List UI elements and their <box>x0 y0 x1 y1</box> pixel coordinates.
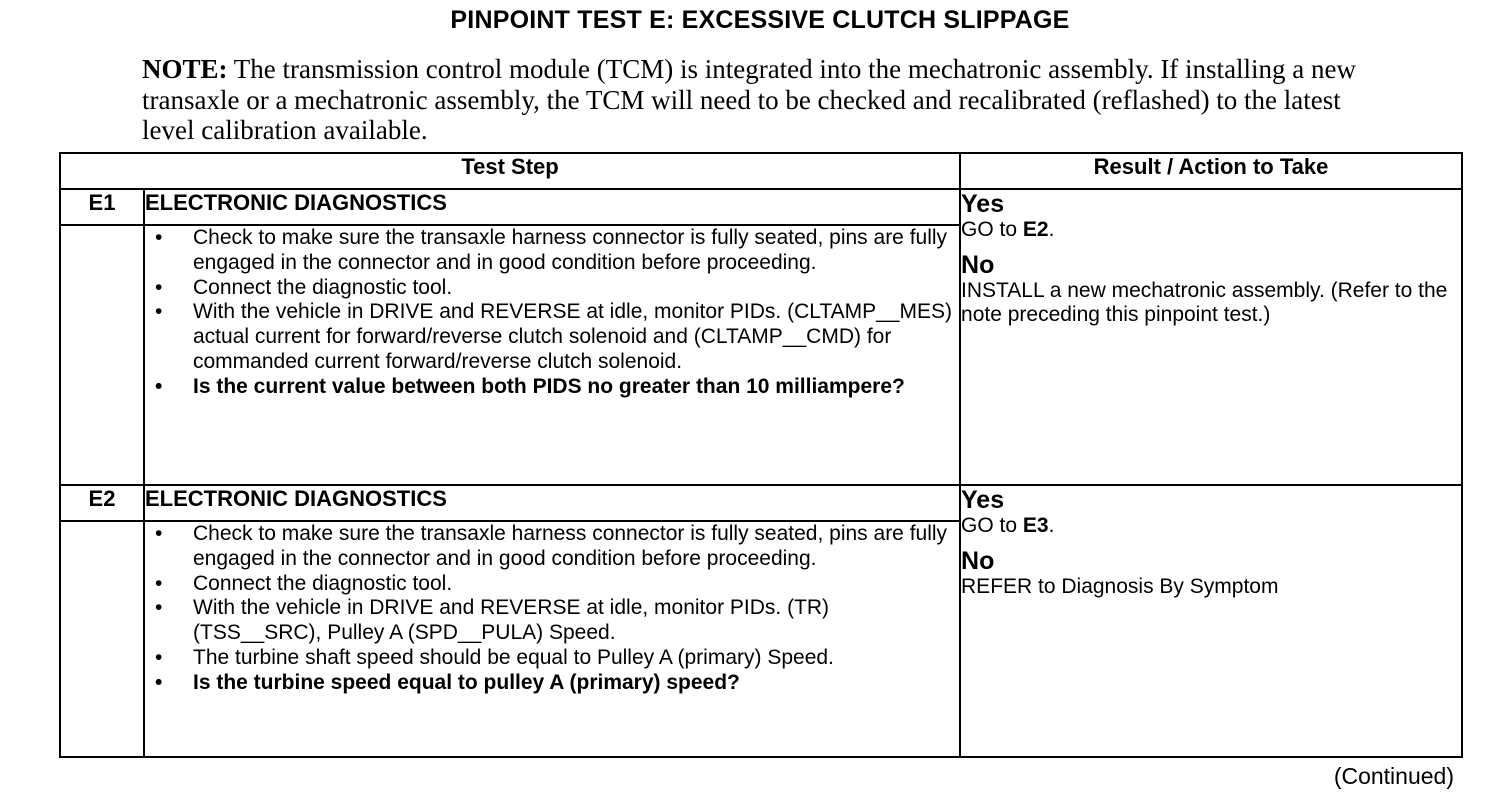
list-item: • Connect the diagnostic tool. <box>155 571 453 595</box>
page-title: PINPOINT TEST E: EXCESSIVE CLUTCH SLIPPAGE <box>450 6 1070 34</box>
step-e2-title-row <box>60 485 1462 521</box>
note-text: The transmission control module (TCM) is integrated into the mechatronic assembly. If installing a new transaxle or a mechatronic assembly, the TCM will need to be checked and recalibrated (reflashed) to the latest level calibration available. <box>142 54 1357 145</box>
step-e1-yes-label: Yes <box>961 190 1005 218</box>
step-e2-question: • Is the turbine speed equal to pulley A (primary) speed? <box>155 670 740 694</box>
step-e1-id: E1 <box>60 189 144 225</box>
step-e2-yes-prefix: GO to <box>961 514 1023 537</box>
step-e1-yes-target: E2 <box>1022 218 1049 241</box>
list-item: • Check to make sure the transaxle harness connector is fully seated, pins are fully engaged in the connector and in good condition before proceeding. <box>155 226 948 274</box>
list-item: • With the vehicle in DRIVE and REVERSE at idle, monitor PIDs. (CLTAMP__MES) actual current for forward/reverse clutch solenoid and (CLTAMP__CMD) for commanded current forward/reverse clutch solenoid. <box>155 300 952 373</box>
step-e2-yes-target: E3 <box>1022 514 1049 537</box>
step-e1-id-blank <box>60 225 144 485</box>
step-e1-result <box>960 189 1462 485</box>
list-item: • The turbine shaft speed should be equal to Pulley A (primary) Speed. <box>155 645 834 669</box>
continued-label: (Continued) <box>1333 763 1454 789</box>
list-item: • With the vehicle in DRIVE and REVERSE at idle, monitor PIDs. (TR) (TSS__SRC), Pulley A (SPD__PULA) Speed. <box>155 596 830 645</box>
step-e2-yes-label: Yes <box>961 486 1005 514</box>
pinpoint-test-table <box>59 152 1463 758</box>
header-result-action: Result / Action to Take <box>960 153 1462 189</box>
step-e2-no-action: REFER to Diagnosis By Symptom <box>961 574 1279 598</box>
step-e2-title: ELECTRONIC DIAGNOSTICS <box>144 485 960 521</box>
list-item: • Connect the diagnostic tool. <box>155 275 453 299</box>
list-item: • Check to make sure the transaxle harness connector is fully seated, pins are fully engaged in the connector and in good condition before proceeding. <box>155 522 948 570</box>
step-e1-yes-action <box>961 218 1461 243</box>
step-e2-result <box>960 485 1462 757</box>
table-header-row <box>60 153 1462 189</box>
header-test-step: Test Step <box>60 153 960 189</box>
step-e1-title: ELECTRONIC DIAGNOSTICS <box>144 189 960 225</box>
step-e1-steps <box>144 225 960 485</box>
step-e2-id-blank <box>60 521 144 757</box>
step-e1-no-action: INSTALL a new mechatronic assembly. (Refer to the note preceding this pinpoint test.) <box>961 278 1448 326</box>
step-e1-yes-suffix: . <box>1048 218 1055 241</box>
step-e1-title-row <box>60 189 1462 225</box>
step-e2-id: E2 <box>60 485 144 521</box>
step-e1-no-label: No <box>961 250 995 279</box>
note-label: NOTE: <box>142 54 228 84</box>
step-e1-question: • Is the current value between both PIDS no greater than 10 milliampere? <box>155 374 905 398</box>
step-e2-steps <box>144 521 960 757</box>
step-e1-yes-prefix: GO to <box>961 218 1023 241</box>
step-e2-yes-suffix: . <box>1048 514 1055 537</box>
step-e2-no-label: No <box>961 546 995 575</box>
step-e2-yes-action <box>961 514 1461 539</box>
note-paragraph <box>142 54 1382 146</box>
